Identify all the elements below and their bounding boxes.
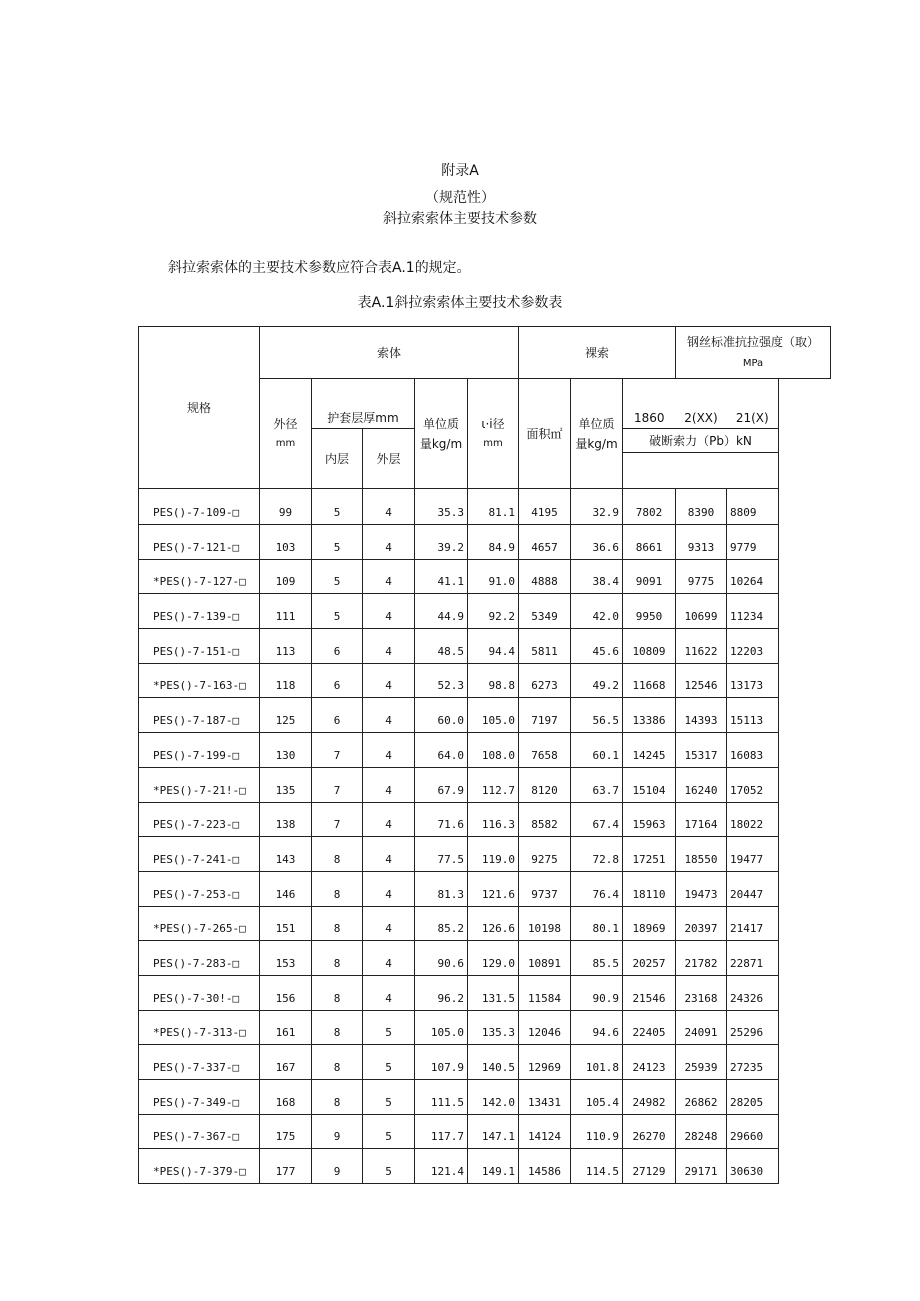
table-row <box>139 767 831 802</box>
value-cell: 147.1 <box>468 1114 519 1149</box>
value-cell: 63.7 <box>571 767 623 802</box>
value-cell: 15113 <box>727 698 779 733</box>
value-cell: 84.9 <box>468 525 519 560</box>
table-row <box>139 698 831 733</box>
spec-cell: *PES()-7-265-□ <box>139 906 260 941</box>
value-cell: 143 <box>260 837 312 872</box>
value-cell: 38.4 <box>571 559 623 594</box>
value-cell: 11584 <box>519 975 571 1010</box>
header-inner: 内层 <box>312 429 363 489</box>
value-cell: 67.9 <box>415 767 468 802</box>
value-cell: 117.7 <box>415 1114 468 1149</box>
value-cell: 4 <box>363 559 415 594</box>
value-cell: 94.6 <box>571 1010 623 1045</box>
value-cell: 14245 <box>623 733 676 768</box>
value-cell: 103 <box>260 525 312 560</box>
value-cell: 113 <box>260 629 312 664</box>
value-cell: 85.5 <box>571 941 623 976</box>
value-cell: 5811 <box>519 629 571 664</box>
value-cell: 21546 <box>623 975 676 1010</box>
value-cell: 4 <box>363 525 415 560</box>
value-cell: 41.1 <box>415 559 468 594</box>
strength-2xx: 2(XX) <box>676 379 727 429</box>
value-cell: 10699 <box>676 594 727 629</box>
value-cell: 48.5 <box>415 629 468 664</box>
value-cell: 10198 <box>519 906 571 941</box>
value-cell: 140.5 <box>468 1045 519 1080</box>
value-cell: 111 <box>260 594 312 629</box>
value-cell: 15104 <box>623 767 676 802</box>
spec-cell: *PES()-7-127-□ <box>139 559 260 594</box>
value-cell: 8 <box>312 1080 363 1115</box>
value-cell: 16083 <box>727 733 779 768</box>
value-cell: 9313 <box>676 525 727 560</box>
value-cell: 5349 <box>519 594 571 629</box>
value-cell: 17251 <box>623 837 676 872</box>
spec-cell: PES()-7-223-□ <box>139 802 260 837</box>
value-cell: 94.4 <box>468 629 519 664</box>
value-cell: 12046 <box>519 1010 571 1045</box>
value-cell: 21782 <box>676 941 727 976</box>
value-cell: 19477 <box>727 837 779 872</box>
value-cell: 168 <box>260 1080 312 1115</box>
value-cell: 28205 <box>727 1080 779 1115</box>
table-row <box>139 1010 831 1045</box>
value-cell: 109 <box>260 559 312 594</box>
value-cell: 64.0 <box>415 733 468 768</box>
header-area: 面积㎡ <box>519 379 571 489</box>
strength-unit: MPa <box>742 357 764 369</box>
value-cell: 52.3 <box>415 663 468 698</box>
value-cell: 8 <box>312 906 363 941</box>
value-cell: 60.1 <box>571 733 623 768</box>
strength-21x: 21(X) <box>727 379 779 429</box>
value-cell: 5 <box>363 1149 415 1184</box>
value-cell: 24091 <box>676 1010 727 1045</box>
value-cell: 24123 <box>623 1045 676 1080</box>
bare-diameter-unit: mm <box>483 437 503 449</box>
value-cell: 4 <box>363 698 415 733</box>
value-cell: 108.0 <box>468 733 519 768</box>
value-cell: 18969 <box>623 906 676 941</box>
value-cell: 4657 <box>519 525 571 560</box>
value-cell: 32.9 <box>571 489 623 525</box>
table-row <box>139 1080 831 1115</box>
value-cell: 7 <box>312 802 363 837</box>
spec-table <box>138 326 831 1184</box>
value-cell: 15963 <box>623 802 676 837</box>
value-cell: 156 <box>260 975 312 1010</box>
value-cell: 4 <box>363 975 415 1010</box>
value-cell: 4888 <box>519 559 571 594</box>
value-cell: 5 <box>312 489 363 525</box>
value-cell: 4 <box>363 489 415 525</box>
value-cell: 6273 <box>519 663 571 698</box>
value-cell: 20257 <box>623 941 676 976</box>
value-cell: 13173 <box>727 663 779 698</box>
value-cell: 22405 <box>623 1010 676 1045</box>
value-cell: 135.3 <box>468 1010 519 1045</box>
value-cell: 101.8 <box>571 1045 623 1080</box>
value-cell: 15317 <box>676 733 727 768</box>
value-cell: 11234 <box>727 594 779 629</box>
bare-diameter-label: ι·i径 <box>481 416 505 431</box>
value-cell: 72.8 <box>571 837 623 872</box>
table-row <box>139 975 831 1010</box>
table-row <box>139 629 831 664</box>
table-row <box>139 906 831 941</box>
spec-cell: PES()-7-241-□ <box>139 837 260 872</box>
value-cell: 20397 <box>676 906 727 941</box>
value-cell: 20447 <box>727 871 779 906</box>
value-cell: 4 <box>363 733 415 768</box>
spec-cell: PES()-7-109-□ <box>139 489 260 525</box>
value-cell: 13386 <box>623 698 676 733</box>
value-cell: 7197 <box>519 698 571 733</box>
value-cell: 92.2 <box>468 594 519 629</box>
table-row <box>139 559 831 594</box>
value-cell: 105.0 <box>415 1010 468 1045</box>
value-cell: 153 <box>260 941 312 976</box>
header-bare-unit-mass: 单位质量kg/m <box>571 379 623 489</box>
value-cell: 4 <box>363 837 415 872</box>
value-cell: 90.6 <box>415 941 468 976</box>
value-cell: 18022 <box>727 802 779 837</box>
value-cell: 22871 <box>727 941 779 976</box>
value-cell: 28248 <box>676 1114 727 1149</box>
value-cell: 10264 <box>727 559 779 594</box>
value-cell: 12546 <box>676 663 727 698</box>
value-cell: 8120 <box>519 767 571 802</box>
spec-cell: PES()-7-283-□ <box>139 941 260 976</box>
value-cell: 9737 <box>519 871 571 906</box>
value-cell: 10809 <box>623 629 676 664</box>
value-cell: 45.6 <box>571 629 623 664</box>
strength-label: 钢丝标准抗拉强度（取） <box>686 334 819 349</box>
table-row <box>139 802 831 837</box>
value-cell: 4 <box>363 629 415 664</box>
value-cell: 107.9 <box>415 1045 468 1080</box>
value-cell: 5 <box>312 525 363 560</box>
value-cell: 13431 <box>519 1080 571 1115</box>
value-cell: 114.5 <box>571 1149 623 1184</box>
value-cell: 112.7 <box>468 767 519 802</box>
value-cell: 8661 <box>623 525 676 560</box>
value-cell: 5 <box>312 559 363 594</box>
spec-cell: PES()-7-253-□ <box>139 871 260 906</box>
value-cell: 98.8 <box>468 663 519 698</box>
value-cell: 17052 <box>727 767 779 802</box>
value-cell: 9950 <box>623 594 676 629</box>
value-cell: 131.5 <box>468 975 519 1010</box>
value-cell: 35.3 <box>415 489 468 525</box>
value-cell: 8809 <box>727 489 779 525</box>
spec-cell: PES()-7-121-□ <box>139 525 260 560</box>
header-bare-diameter <box>468 379 519 489</box>
value-cell: 167 <box>260 1045 312 1080</box>
header-spec: 规格 <box>139 327 260 489</box>
table-row <box>139 837 831 872</box>
value-cell: 121.4 <box>415 1149 468 1184</box>
value-cell: 42.0 <box>571 594 623 629</box>
value-cell: 85.2 <box>415 906 468 941</box>
table-row <box>139 871 831 906</box>
spec-cell: PES()-7-187-□ <box>139 698 260 733</box>
value-cell: 8 <box>312 941 363 976</box>
value-cell: 5 <box>363 1114 415 1149</box>
value-cell: 23168 <box>676 975 727 1010</box>
spec-cell: PES()-7-349-□ <box>139 1080 260 1115</box>
value-cell: 44.9 <box>415 594 468 629</box>
value-cell: 8 <box>312 1010 363 1045</box>
value-cell: 5 <box>363 1010 415 1045</box>
table-row <box>139 941 831 976</box>
value-cell: 16240 <box>676 767 727 802</box>
value-cell: 161 <box>260 1010 312 1045</box>
value-cell: 9275 <box>519 837 571 872</box>
spec-cell: PES()-7-151-□ <box>139 629 260 664</box>
value-cell: 8 <box>312 837 363 872</box>
value-cell: 29660 <box>727 1114 779 1149</box>
strength-1860: 1860 <box>623 379 676 429</box>
appendix-title: 斜拉索索体主要技术参数 <box>383 211 537 227</box>
value-cell: 80.1 <box>571 906 623 941</box>
value-cell: 4195 <box>519 489 571 525</box>
spec-cell: PES()-7-337-□ <box>139 1045 260 1080</box>
header-outer: 外层 <box>363 429 415 489</box>
value-cell: 56.5 <box>571 698 623 733</box>
value-cell: 129.0 <box>468 941 519 976</box>
value-cell: 119.0 <box>468 837 519 872</box>
intro-paragraph: 斜拉索索体的主要技术参数应符合表A.1的规定。 <box>168 260 471 276</box>
value-cell: 27235 <box>727 1045 779 1080</box>
spec-cell: *PES()-7-379-□ <box>139 1149 260 1184</box>
value-cell: 77.5 <box>415 837 468 872</box>
value-cell: 26862 <box>676 1080 727 1115</box>
value-cell: 177 <box>260 1149 312 1184</box>
value-cell: 138 <box>260 802 312 837</box>
value-cell: 29171 <box>676 1149 727 1184</box>
value-cell: 24326 <box>727 975 779 1010</box>
value-cell: 125 <box>260 698 312 733</box>
value-cell: 99 <box>260 489 312 525</box>
spec-cell: PES()-7-30!-□ <box>139 975 260 1010</box>
value-cell: 12969 <box>519 1045 571 1080</box>
header-cable-body: 索体 <box>260 327 519 379</box>
value-cell: 4 <box>363 767 415 802</box>
value-cell: 105.0 <box>468 698 519 733</box>
value-cell: 8 <box>312 1045 363 1080</box>
header-sheath: 护套层厚mm <box>312 379 415 429</box>
value-cell: 9091 <box>623 559 676 594</box>
spec-cell: *PES()-7-313-□ <box>139 1010 260 1045</box>
value-cell: 9 <box>312 1149 363 1184</box>
value-cell: 11668 <box>623 663 676 698</box>
value-cell: 4 <box>363 906 415 941</box>
value-cell: 7802 <box>623 489 676 525</box>
value-cell: 5 <box>363 1045 415 1080</box>
value-cell: 17164 <box>676 802 727 837</box>
value-cell: 18110 <box>623 871 676 906</box>
value-cell: 30630 <box>727 1149 779 1184</box>
spec-cell: *PES()-7-21!-□ <box>139 767 260 802</box>
value-cell: 36.6 <box>571 525 623 560</box>
value-cell: 25296 <box>727 1010 779 1045</box>
spec-cell: PES()-7-199-□ <box>139 733 260 768</box>
value-cell: 5 <box>363 1080 415 1115</box>
value-cell: 19473 <box>676 871 727 906</box>
value-cell: 81.1 <box>468 489 519 525</box>
value-cell: 49.2 <box>571 663 623 698</box>
value-cell: 18550 <box>676 837 727 872</box>
table-caption: 表A.1斜拉索索体主要技术参数表 <box>357 295 563 311</box>
value-cell: 6 <box>312 698 363 733</box>
value-cell: 135 <box>260 767 312 802</box>
header-bare-cable: 裸索 <box>519 327 676 379</box>
value-cell: 126.6 <box>468 906 519 941</box>
value-cell: 4 <box>363 941 415 976</box>
table-row <box>139 1114 831 1149</box>
table-row <box>139 1149 831 1184</box>
value-cell: 8 <box>312 975 363 1010</box>
value-cell: 24982 <box>623 1080 676 1115</box>
value-cell: 121.6 <box>468 871 519 906</box>
value-cell: 142.0 <box>468 1080 519 1115</box>
value-cell: 6 <box>312 663 363 698</box>
value-cell: 11622 <box>676 629 727 664</box>
appendix-label: 附录A <box>441 163 479 179</box>
header-unit-mass: 单位质量kg/m <box>415 379 468 489</box>
outer-diameter-unit: mm <box>275 437 296 449</box>
table-row <box>139 663 831 698</box>
value-cell: 118 <box>260 663 312 698</box>
value-cell: 7 <box>312 733 363 768</box>
value-cell: 151 <box>260 906 312 941</box>
header-strength <box>676 327 831 379</box>
header-breaking-force: 破断索力（Pb）kN <box>623 429 779 453</box>
breaking-force-spacer <box>623 453 779 489</box>
table-row <box>139 594 831 629</box>
value-cell: 9 <box>312 1114 363 1149</box>
value-cell: 8390 <box>676 489 727 525</box>
value-cell: 81.3 <box>415 871 468 906</box>
table-row <box>139 489 831 525</box>
value-cell: 9775 <box>676 559 727 594</box>
value-cell: 110.9 <box>571 1114 623 1149</box>
value-cell: 6 <box>312 629 363 664</box>
value-cell: 12203 <box>727 629 779 664</box>
value-cell: 175 <box>260 1114 312 1149</box>
value-cell: 4 <box>363 663 415 698</box>
value-cell: 10891 <box>519 941 571 976</box>
value-cell: 96.2 <box>415 975 468 1010</box>
value-cell: 116.3 <box>468 802 519 837</box>
value-cell: 8582 <box>519 802 571 837</box>
outer-diameter-label: 外径 <box>273 416 298 431</box>
value-cell: 14586 <box>519 1149 571 1184</box>
spec-cell: PES()-7-139-□ <box>139 594 260 629</box>
value-cell: 14393 <box>676 698 727 733</box>
value-cell: 14124 <box>519 1114 571 1149</box>
value-cell: 7 <box>312 767 363 802</box>
table-body <box>139 489 831 1184</box>
value-cell: 9779 <box>727 525 779 560</box>
value-cell: 7658 <box>519 733 571 768</box>
value-cell: 8 <box>312 871 363 906</box>
value-cell: 27129 <box>623 1149 676 1184</box>
value-cell: 26270 <box>623 1114 676 1149</box>
value-cell: 111.5 <box>415 1080 468 1115</box>
value-cell: 5 <box>312 594 363 629</box>
value-cell: 71.6 <box>415 802 468 837</box>
value-cell: 67.4 <box>571 802 623 837</box>
spec-cell: *PES()-7-163-□ <box>139 663 260 698</box>
value-cell: 91.0 <box>468 559 519 594</box>
value-cell: 60.0 <box>415 698 468 733</box>
value-cell: 146 <box>260 871 312 906</box>
table-row <box>139 733 831 768</box>
value-cell: 90.9 <box>571 975 623 1010</box>
value-cell: 149.1 <box>468 1149 519 1184</box>
value-cell: 4 <box>363 871 415 906</box>
header-outer-diameter <box>260 379 312 489</box>
spec-cell: PES()-7-367-□ <box>139 1114 260 1149</box>
value-cell: 4 <box>363 802 415 837</box>
value-cell: 130 <box>260 733 312 768</box>
value-cell: 25939 <box>676 1045 727 1080</box>
value-cell: 21417 <box>727 906 779 941</box>
table-row <box>139 1045 831 1080</box>
value-cell: 76.4 <box>571 871 623 906</box>
table-row <box>139 525 831 560</box>
value-cell: 105.4 <box>571 1080 623 1115</box>
value-cell: 4 <box>363 594 415 629</box>
value-cell: 39.2 <box>415 525 468 560</box>
normative-label: （规范性） <box>425 190 495 206</box>
